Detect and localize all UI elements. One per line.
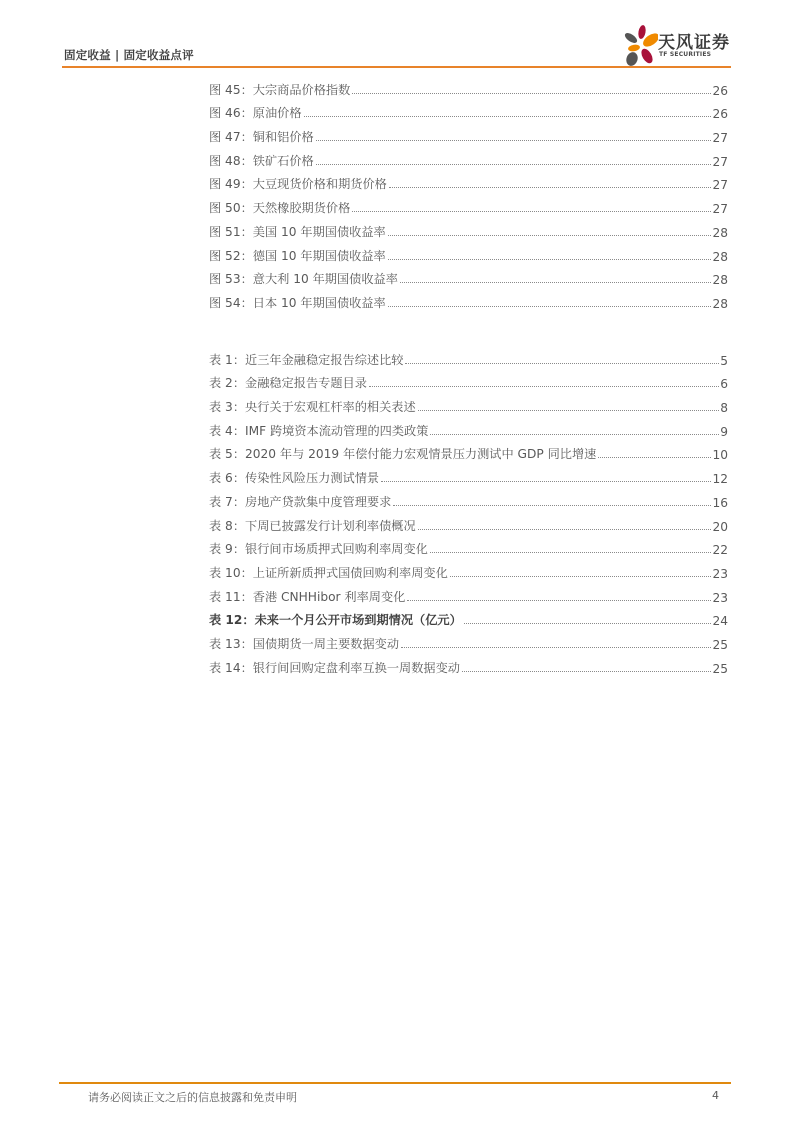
toc-entry-page: 12 — [712, 472, 728, 487]
toc-entry[interactable] — [209, 216, 728, 240]
toc-entry-label: 表 14：银行间回购定盘利率互换一周数据变动 — [209, 660, 460, 675]
toc-leader — [450, 575, 712, 577]
toc-entry[interactable] — [209, 652, 728, 676]
toc-entry[interactable] — [209, 192, 728, 216]
toc-entry-label: 图 50：天然橡胶期货价格 — [209, 201, 351, 216]
toc-leader — [352, 92, 711, 94]
toc-entry[interactable] — [209, 581, 728, 605]
toc-entry-page: 26 — [712, 83, 728, 98]
toc-leader — [418, 409, 720, 411]
toc-leader — [462, 670, 712, 672]
toc-entry[interactable] — [209, 534, 728, 558]
logo-text-cn: 天风证券 — [658, 33, 730, 53]
toc-leader — [430, 551, 712, 553]
toc-entry-page: 23 — [712, 590, 728, 605]
toc-entry-page: 6 — [720, 377, 728, 392]
toc-entry-highlighted[interactable] — [209, 605, 728, 629]
toc-leader — [401, 646, 711, 648]
toc-entry-label: 表 10：上证所新质押式国债回购利率周变化 — [209, 565, 448, 580]
toc-entry-label: 表 8：下周已披露发行计划利率债概况 — [209, 518, 416, 533]
toc-entry[interactable] — [209, 344, 728, 368]
toc-entry-page: 28 — [712, 296, 728, 311]
toc-entry[interactable] — [209, 287, 728, 311]
toc-entry-label: 表 9：银行间市场质押式回购利率周变化 — [209, 542, 428, 557]
toc-leader — [430, 433, 719, 435]
toc-entry-label: 表 7：房地产贷款集中度管理要求 — [209, 494, 392, 509]
toc-entry-page: 25 — [712, 637, 728, 652]
toc-leader — [388, 234, 712, 236]
toc-entry-label: 图 49：大豆现货价格和期货价格 — [209, 177, 387, 192]
company-logo — [622, 24, 734, 68]
toc-entry-label: 图 47：铜和铝价格 — [209, 130, 314, 145]
toc-leader — [388, 258, 712, 260]
toc-entry-label: 表 5：2020 年与 2019 年偿付能力宏观情景压力测试中 GDP 同比增速 — [209, 447, 597, 462]
toc-leader — [352, 210, 711, 212]
toc-entry-page: 28 — [712, 249, 728, 264]
toc-entry-page: 27 — [712, 131, 728, 146]
toc-entry-page: 28 — [712, 273, 728, 288]
toc-leader — [316, 139, 712, 141]
toc-entry[interactable] — [209, 264, 728, 288]
toc-leader — [369, 385, 719, 387]
toc-entry-label: 表 2：金融稳定报告专题目录 — [209, 376, 367, 391]
toc-leader — [304, 115, 712, 117]
toc-entry-label: 表 12：未来一个月公开市场到期情况（亿元） — [209, 613, 462, 628]
toc-entry-page: 27 — [712, 178, 728, 193]
toc-entry[interactable] — [209, 439, 728, 463]
toc-entry[interactable] — [209, 462, 728, 486]
toc-entry-page: 16 — [712, 495, 728, 510]
toc-entry-label: 图 51：美国 10 年期国债收益率 — [209, 224, 386, 239]
toc-entry-page: 5 — [720, 353, 728, 368]
toc-entry[interactable] — [209, 169, 728, 193]
toc-entry-page: 27 — [712, 202, 728, 217]
logo-text-en: TF SECURITIES — [659, 51, 712, 58]
toc-entry-label: 表 11：香港 CNHHibor 利率周变化 — [209, 589, 406, 604]
toc-entry-label: 图 48：铁矿石价格 — [209, 153, 314, 168]
toc-entry[interactable] — [209, 74, 728, 98]
toc-entry[interactable] — [209, 145, 728, 169]
toc-leader — [381, 480, 711, 482]
toc-entry-page: 8 — [720, 401, 728, 416]
toc-entry-label: 图 46：原油价格 — [209, 106, 302, 121]
toc-entry-label: 表 3：央行关于宏观杠杆率的相关表述 — [209, 400, 416, 415]
toc-entry[interactable] — [209, 510, 728, 534]
toc-leader — [388, 305, 712, 307]
toc-entry[interactable] — [209, 368, 728, 392]
toc-entry[interactable] — [209, 557, 728, 581]
toc-entry-label: 表 13：国债期货一周主要数据变动 — [209, 636, 400, 651]
toc-entry-page: 28 — [712, 225, 728, 240]
toc-entry-label: 表 4：IMF 跨境资本流动管理的四类政策 — [209, 423, 429, 438]
toc-entry-page: 25 — [712, 661, 728, 676]
toc-entry-page: 24 — [712, 614, 728, 629]
toc-entry-label: 图 45：大宗商品价格指数 — [209, 82, 351, 97]
toc-entry[interactable] — [209, 98, 728, 122]
toc-leader — [389, 186, 712, 188]
toc-entry-page: 9 — [720, 424, 728, 439]
toc-leader — [418, 528, 712, 530]
toc-entry-label: 图 53：意大利 10 年期国债收益率 — [209, 272, 398, 287]
toc-entry-page: 10 — [712, 448, 728, 463]
toc-entry[interactable] — [209, 391, 728, 415]
section-title: 固定收益 | 固定收益点评 — [64, 48, 194, 62]
toc-leader — [464, 622, 712, 624]
toc-entry-label: 表 1：近三年金融稳定报告综述比较 — [209, 352, 404, 367]
toc-leader — [407, 599, 711, 601]
header-divider — [62, 66, 731, 68]
toc-leader — [316, 163, 712, 165]
toc-entry-label: 表 6：传染性风险压力测试情景 — [209, 471, 380, 486]
toc-entry[interactable] — [209, 121, 728, 145]
toc-entry-page: 23 — [712, 566, 728, 581]
page-number: 4 — [712, 1089, 719, 1102]
toc-entry[interactable] — [209, 486, 728, 510]
figures-toc — [209, 74, 728, 311]
toc-entry-page: 20 — [712, 519, 728, 534]
toc-leader — [405, 362, 719, 364]
toc-leader — [393, 504, 711, 506]
tables-toc — [209, 344, 728, 676]
toc-leader — [400, 281, 712, 283]
flower-logo-icon — [622, 24, 658, 68]
toc-entry[interactable] — [209, 415, 728, 439]
toc-entry[interactable] — [209, 628, 728, 652]
footer-disclaimer: 请务必阅读正文之后的信息披露和免责申明 — [88, 1091, 297, 1104]
toc-leader — [598, 456, 711, 458]
toc-entry-page: 22 — [712, 543, 728, 558]
toc-entry-page: 27 — [712, 154, 728, 169]
toc-entry[interactable] — [209, 240, 728, 264]
footer-divider — [59, 1082, 731, 1084]
toc-entry-label: 图 52：德国 10 年期国债收益率 — [209, 248, 386, 263]
toc-entry-page: 26 — [712, 107, 728, 122]
toc-entry-label: 图 54：日本 10 年期国债收益率 — [209, 295, 386, 310]
